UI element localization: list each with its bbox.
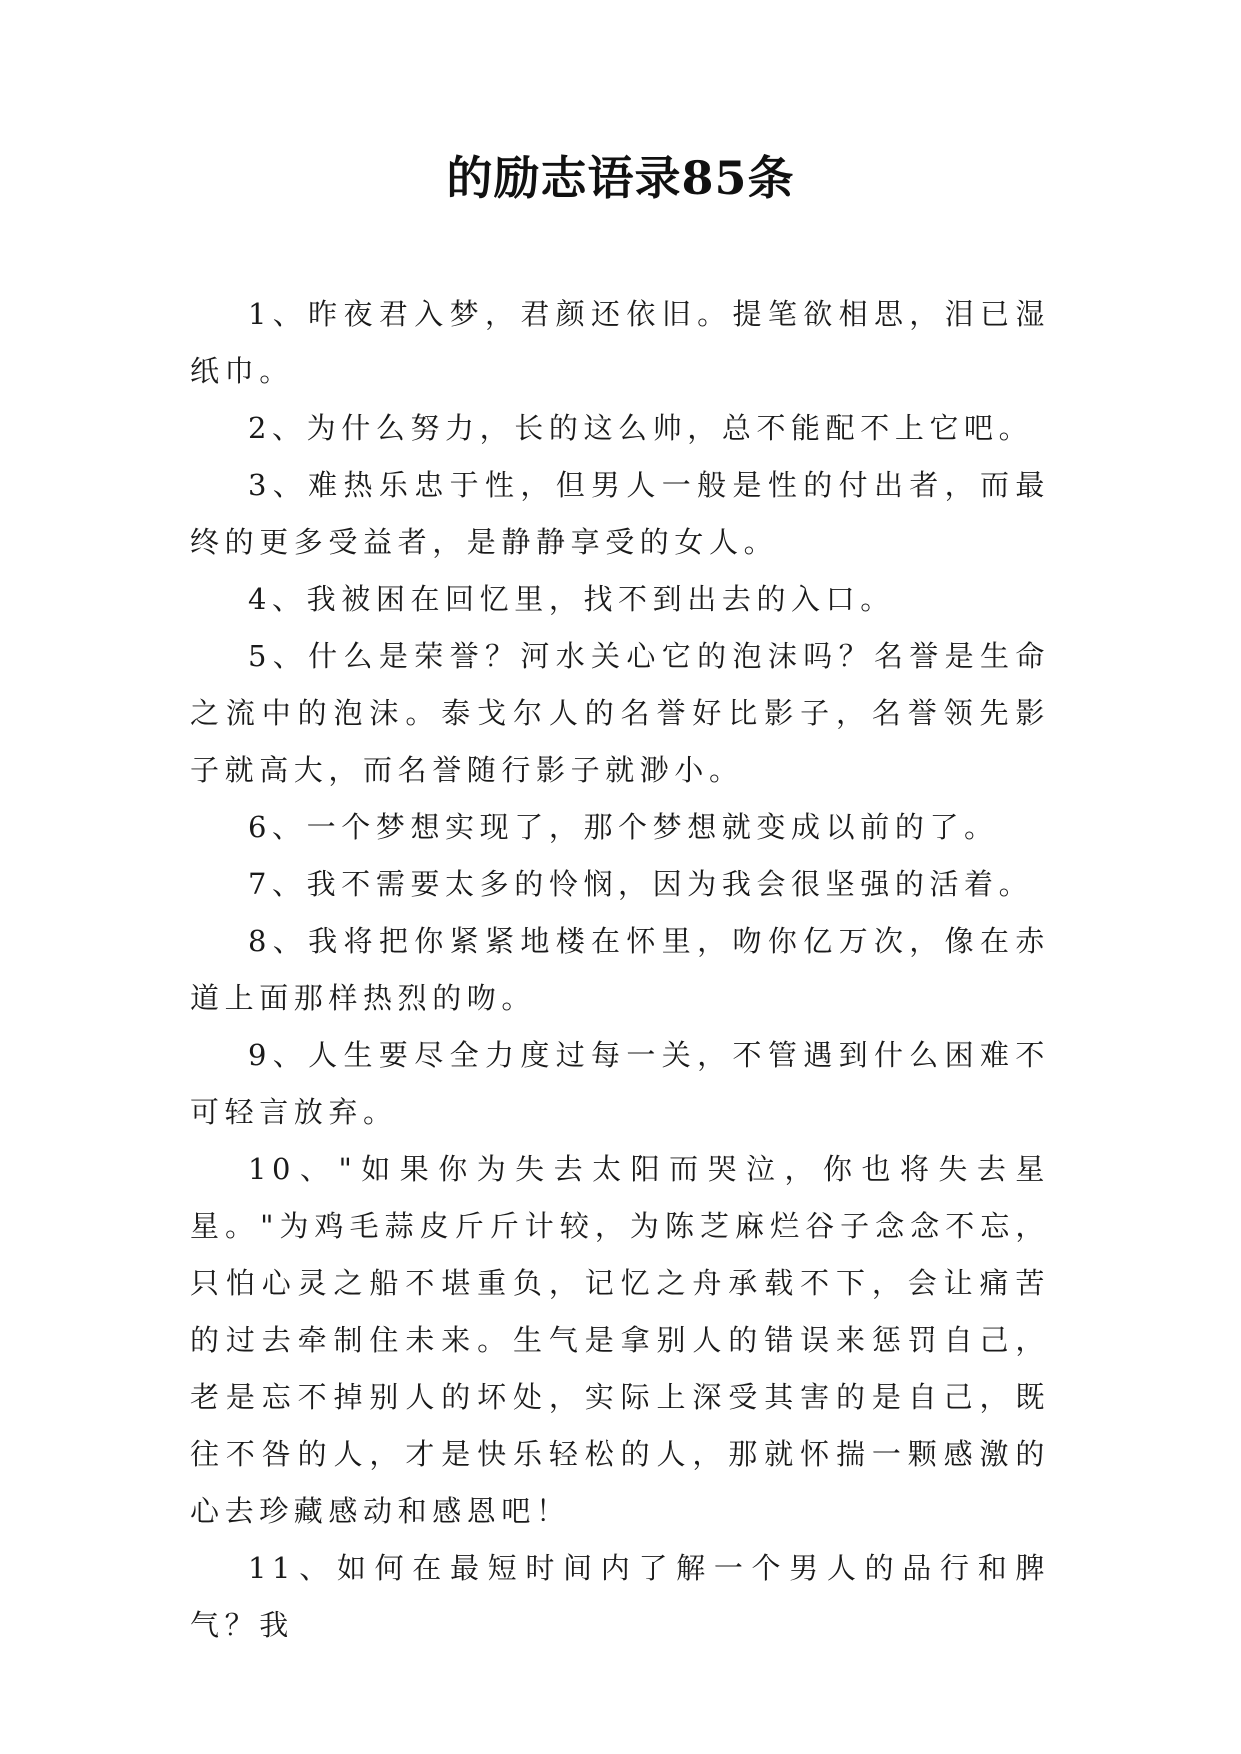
document-title: 的励志语录85条 [446, 151, 795, 205]
paragraph-7: 7、我不需要太多的怜悯，因为我会很坚强的活着。 [248, 867, 1034, 901]
paragraph-11: 11、如何在最短时间内了解一个男人的品行和脾气？我 [190, 1551, 1050, 1642]
paragraph-8: 8、我将把你紧紧地楼在怀里，吻你亿万次，像在赤道上面那样热烈的吻。 [190, 924, 1050, 1015]
paragraph-3: 3、难热乐忠于性，但男人一般是性的付出者，而最终的更多受益者，是静静享受的女人。 [190, 468, 1050, 559]
document-body [190, 286, 1050, 1654]
paragraph-4: 4、我被困在回忆里，找不到出去的入口。 [248, 582, 895, 616]
paragraph-10: 10、"如果你为失去太阳而哭泣，你也将失去星星。"为鸡毛蒜皮斤斤计较，为陈芝麻烂谷子念念不忘，只怕心灵之船不堪重负，记忆之舟承载不下，会让痛苦的过去牵制住未来。生气是拿别人的错误来惩罚自己，老是忘不掉别人的坏处，实际上深受其害的是自己，既往不咎的人，才是快乐轻松的人，那就怀揣一颗感激的心去珍藏感动和感恩吧！ [190, 1152, 1050, 1528]
paragraph-9: 9、人生要尽全力度过每一关，不管遇到什么困难不可轻言放弃。 [190, 1038, 1050, 1129]
paragraph-6: 6、一个梦想实现了，那个梦想就变成以前的了。 [248, 810, 999, 844]
paragraph-1: 1、昨夜君入梦，君颜还依旧。提笔欲相思，泪已湿纸巾。 [190, 297, 1050, 388]
paragraph-5: 5、什么是荣誉？河水关心它的泡沫吗？名誉是生命之流中的泡沫。泰戈尔人的名誉好比影子，名誉领先影子就高大，而名誉随行影子就渺小。 [190, 639, 1050, 787]
paragraph-2: 2、为什么努力，长的这么帅，总不能配不上它吧。 [248, 411, 1034, 445]
